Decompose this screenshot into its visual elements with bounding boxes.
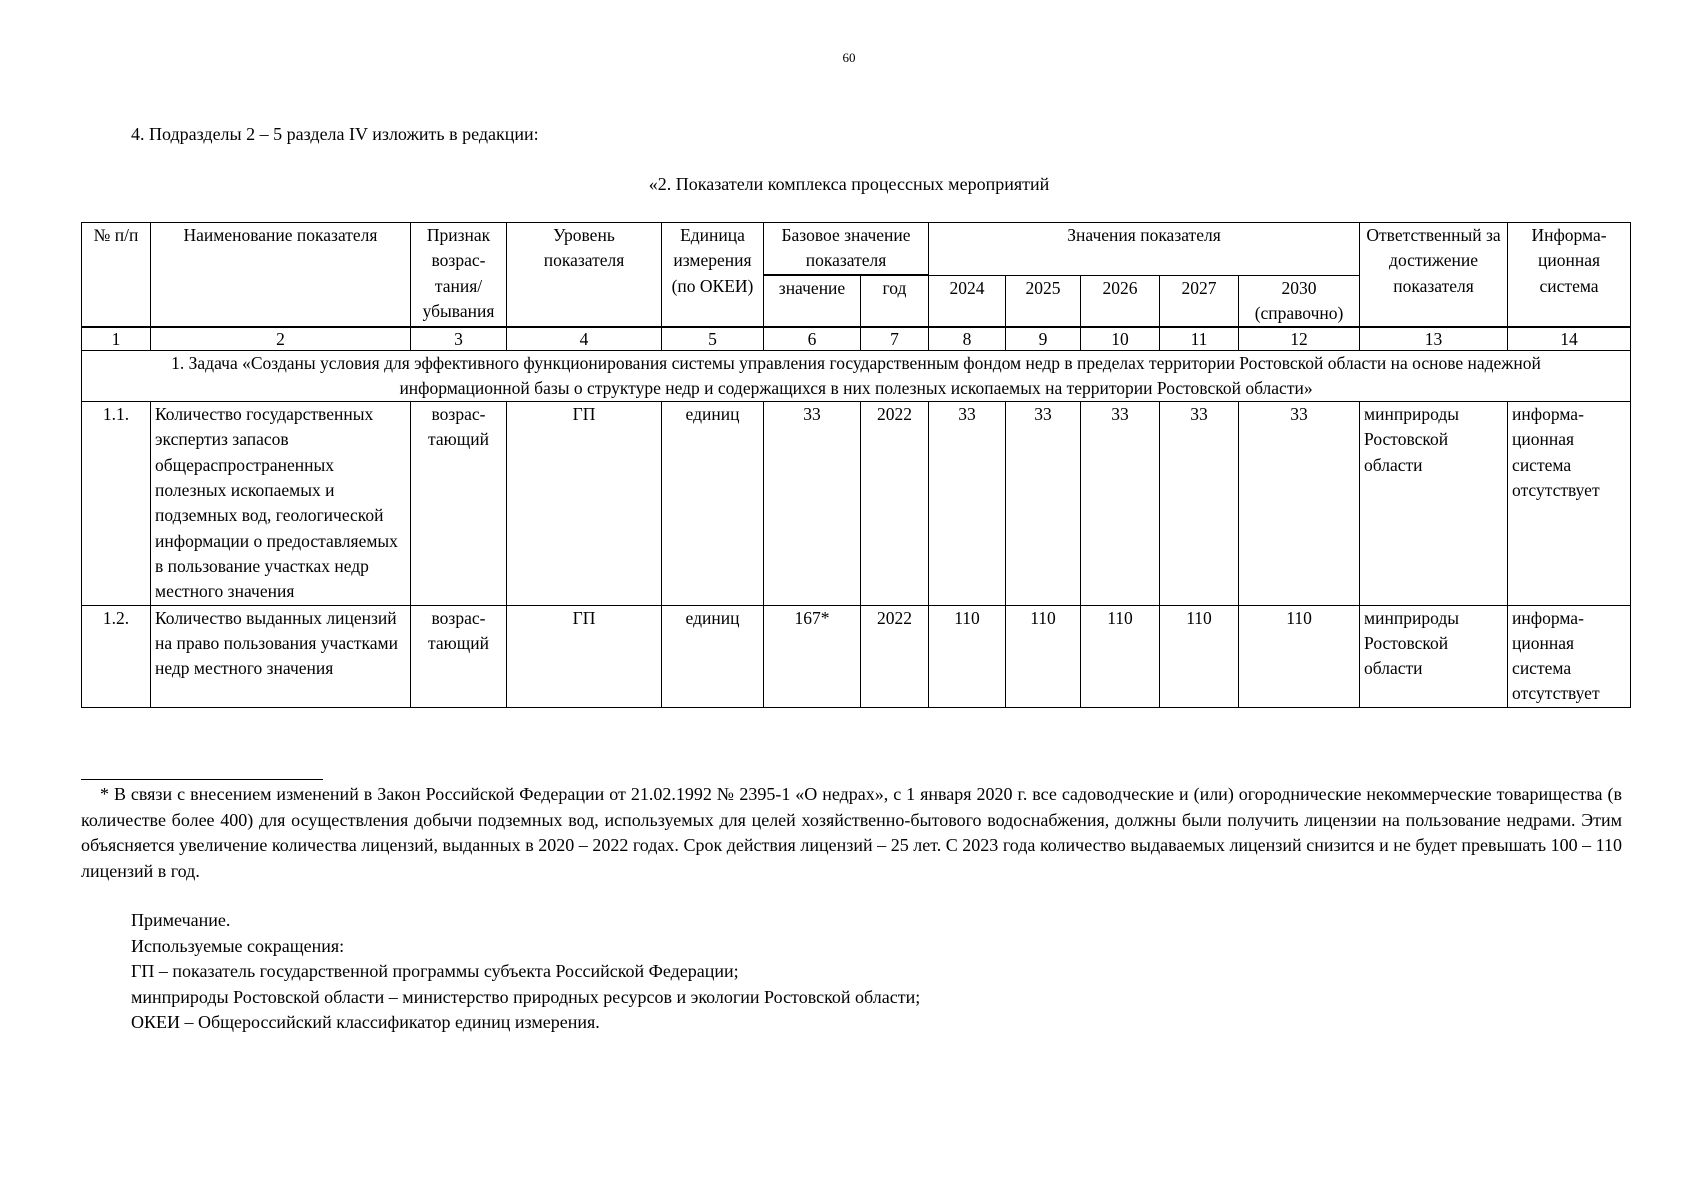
row-num: 1.1. xyxy=(82,402,151,605)
header-num: № п/п xyxy=(82,223,151,328)
column-number: 4 xyxy=(507,327,662,351)
row-sign: возрас-тающий xyxy=(411,402,507,605)
column-number: 6 xyxy=(764,327,861,351)
header-info-system: Информа-ционная система xyxy=(1508,223,1631,328)
task-text: 1. Задача «Созданы условия для эффективного функционирования системы управления государственным фондом недр в пределах территории Ростовской области на основе надежной информационной базы о структуре недр и содержащихся в них полезных ископаемых на территории Ростовской области» xyxy=(82,351,1631,402)
header-name: Наименование показателя xyxy=(151,223,411,328)
note-item: ОКЕИ – Общероссийский классификатор единиц измерения. xyxy=(131,1012,600,1032)
header-2027: 2027 xyxy=(1160,275,1239,327)
row-info-system: информа-ционная система отсутствует xyxy=(1508,402,1631,605)
column-number: 2 xyxy=(151,327,411,351)
row-unit: единиц xyxy=(662,402,764,605)
header-responsible: Ответственный за достижение показателя xyxy=(1360,223,1508,328)
column-number: 12 xyxy=(1239,327,1360,351)
row-base-year: 2022 xyxy=(861,605,929,707)
note-block xyxy=(131,908,920,1036)
row-info-system: информа-ционная система отсутствует xyxy=(1508,605,1631,707)
row-value-2027: 110 xyxy=(1160,605,1239,707)
column-number: 9 xyxy=(1006,327,1081,351)
column-number: 10 xyxy=(1081,327,1160,351)
row-value-2025: 110 xyxy=(1006,605,1081,707)
row-value-2025: 33 xyxy=(1006,402,1081,605)
row-sign: возрас-тающий xyxy=(411,605,507,707)
row-unit: единиц xyxy=(662,605,764,707)
row-level: ГП xyxy=(507,402,662,605)
note-subtitle: Используемые сокращения: xyxy=(131,935,345,956)
row-name: Количество выданных лицензий на право пользования участками недр местного значения xyxy=(151,605,411,707)
note-title: Примечание. xyxy=(131,910,231,930)
row-value-2030: 33 xyxy=(1239,402,1360,605)
header-2026: 2026 xyxy=(1081,275,1160,327)
note-item: минприроды Ростовской области – министерство природных ресурсов и экологии Ростовской области; xyxy=(131,986,921,1007)
header-base-value: значение xyxy=(764,275,861,327)
header-level: Уровень показателя xyxy=(507,223,662,328)
row-responsible: минприроды Ростовской области xyxy=(1360,402,1508,605)
header-2025: 2025 xyxy=(1006,275,1081,327)
header-row xyxy=(82,223,1631,275)
task-row xyxy=(82,351,1631,402)
column-number: 13 xyxy=(1360,327,1508,351)
row-value-2027: 33 xyxy=(1160,402,1239,605)
row-value-2026: 110 xyxy=(1081,605,1160,707)
table-row xyxy=(82,605,1631,707)
table-title xyxy=(0,174,1698,195)
row-name: Количество государственных экспертиз запасов общераспространенных полезных ископаемых и подземных вод, геологической информации о предоставляемых в пользование участках недр местного значения xyxy=(151,402,411,605)
row-base-year: 2022 xyxy=(861,402,929,605)
page-number: 60 xyxy=(842,50,856,65)
intro-paragraph: 4. Подразделы 2 – 5 раздела IV изложить в редакции: xyxy=(131,124,539,144)
column-number: 3 xyxy=(411,327,507,351)
table-title-text: «2. Показатели комплекса процессных мероприятий xyxy=(648,174,1050,194)
row-value-2030: 110 xyxy=(1239,605,1360,707)
header-base: Базовое значение показателя xyxy=(764,223,929,275)
header-sign: Признак возрас-тания/ убывания xyxy=(411,223,507,328)
row-num: 1.2. xyxy=(82,605,151,707)
row-base-value: 33 xyxy=(764,402,861,605)
column-number: 8 xyxy=(929,327,1006,351)
header-unit: Единица измерения (по ОКЕИ) xyxy=(662,223,764,328)
column-number: 11 xyxy=(1160,327,1239,351)
row-level: ГП xyxy=(507,605,662,707)
header-base-year: год xyxy=(861,275,929,327)
note-item: ГП – показатель государственной программы субъекта Российской Федерации; xyxy=(131,961,739,981)
header-values: Значения показателя xyxy=(929,223,1360,276)
column-number: 1 xyxy=(82,327,151,351)
column-number: 14 xyxy=(1508,327,1631,351)
row-base-value: 167* xyxy=(764,605,861,707)
header-2030: 2030 (справочно) xyxy=(1239,275,1360,327)
row-responsible: минприроды Ростовской области xyxy=(1360,605,1508,707)
row-value-2026: 33 xyxy=(1081,402,1160,605)
indicators-table xyxy=(81,222,1631,708)
header-2024: 2024 xyxy=(929,275,1006,327)
footnote: * В связи с внесением изменений в Закон Российской Федерации от 21.02.1992 № 2395-1 «О недрах», с 1 января 2020 г. все садоводческие и (или) огороднические некоммерческие товарищества (в количестве более 400) для осуществления добычи подземных вод, используемых для целей хозяйственно-бытового водоснабжения, должны были получить лицензии на пользование недрами. Этим объясняется увеличение количества лицензий, выданных в 2020 – 2022 годах. Срок действия лицензий – 25 лет. С 2023 года количество выдаваемых лицензий снизится и не будет превышать 100 – 110 лицензий в год. xyxy=(81,784,1622,881)
row-value-2024: 110 xyxy=(929,605,1006,707)
footnote-divider xyxy=(81,779,323,780)
column-number: 5 xyxy=(662,327,764,351)
column-numbers-row xyxy=(82,327,1631,351)
row-value-2024: 33 xyxy=(929,402,1006,605)
table-row xyxy=(82,402,1631,605)
column-number: 7 xyxy=(861,327,929,351)
